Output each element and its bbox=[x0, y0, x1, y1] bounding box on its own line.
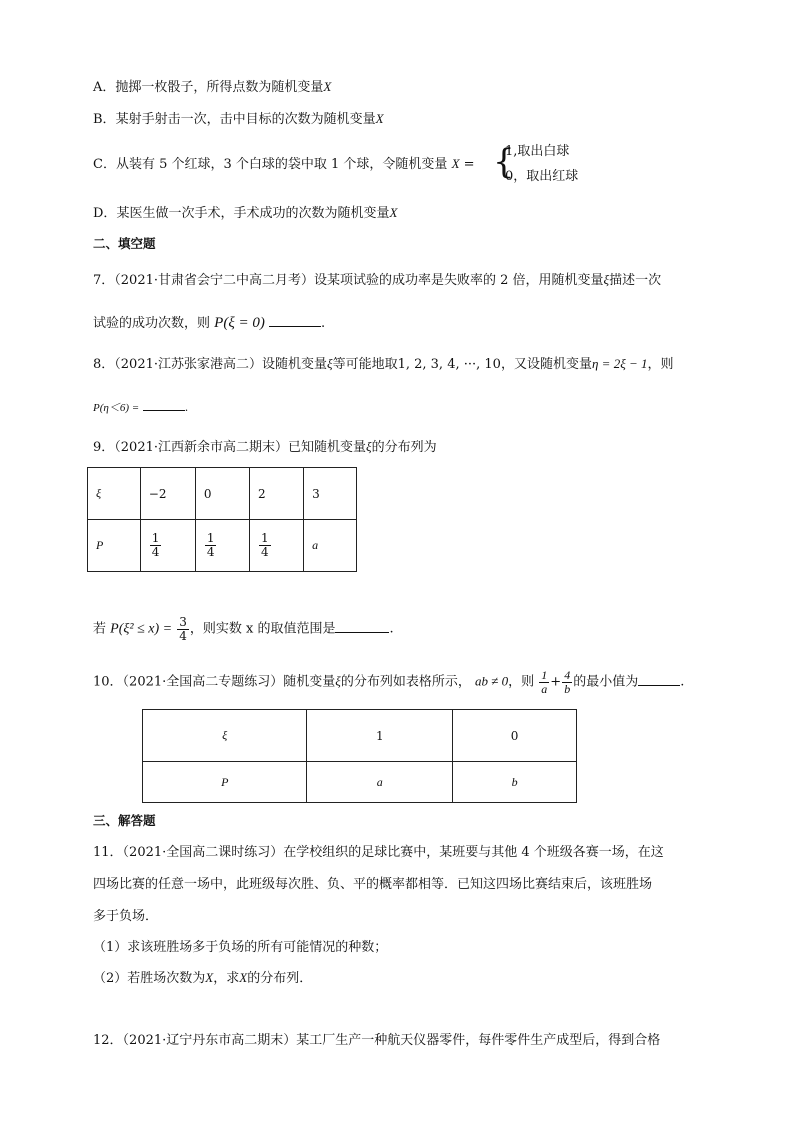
q8-var: ξ bbox=[327, 356, 333, 371]
q9-row-label: P bbox=[88, 520, 141, 572]
q8-line1 bbox=[93, 357, 674, 371]
q9-cond-expr: P(ξ² ≤ x) = bbox=[110, 621, 173, 637]
q9-value-cell: 2 bbox=[249, 468, 303, 520]
section-2-heading: 二、填空题 bbox=[93, 236, 156, 251]
denominator: 4 bbox=[151, 545, 160, 559]
q9-end: . bbox=[389, 621, 394, 637]
option-c-case2: 0，取出红球 bbox=[505, 169, 579, 184]
numerator: 3 bbox=[179, 615, 187, 629]
option-a-var: X bbox=[323, 79, 332, 94]
q11-line2: 四场比赛的任意一场中，此班级每次胜、负、平的概率都相等．已知这四场比赛结束后，该班胜场 bbox=[93, 877, 653, 892]
q10-plus: + bbox=[550, 674, 562, 690]
q9-distribution-table bbox=[87, 467, 357, 572]
q7-text1-end: 描述一次 bbox=[609, 273, 662, 288]
q8-line2 bbox=[93, 398, 188, 414]
q7-end: . bbox=[321, 316, 326, 331]
q9-prob-cell: a bbox=[304, 520, 357, 572]
q9-cond-post: ，则实数 x 的取值范围是 bbox=[189, 621, 336, 637]
option-b-var: X bbox=[375, 111, 384, 126]
q11-sub1: （1）求该班胜场多于负场的所有可能情况的种数； bbox=[93, 940, 388, 955]
option-a bbox=[93, 80, 331, 94]
option-b-label: B． bbox=[93, 112, 116, 127]
q7-expr: P(ξ = 0) bbox=[214, 315, 265, 331]
q11-sub2-mid: ，求 bbox=[213, 971, 240, 986]
q10-end: . bbox=[680, 674, 685, 690]
q8-end1: ，则 bbox=[647, 357, 674, 372]
denominator: b bbox=[564, 681, 571, 696]
q8-answer-blank[interactable] bbox=[143, 398, 185, 411]
q11-sub2 bbox=[93, 971, 312, 985]
fraction bbox=[177, 616, 189, 642]
q9-end1: 的分布列为 bbox=[371, 440, 437, 455]
q8-eta-expr: η = 2ξ − 1 bbox=[591, 356, 648, 371]
fraction bbox=[205, 532, 217, 558]
option-c-case1: 1,取出白球 bbox=[505, 144, 570, 159]
q9-answer-blank[interactable] bbox=[335, 620, 389, 633]
option-c-label: C． bbox=[93, 157, 116, 172]
q7-line1 bbox=[93, 273, 661, 287]
q8-mid: 等可能地取 bbox=[332, 357, 398, 372]
q8-end: . bbox=[184, 401, 189, 414]
option-d-text: 某医生做一次手术，手术成功的次数为随机变量 bbox=[116, 206, 390, 221]
q7-var: ξ bbox=[603, 272, 610, 287]
denominator: 4 bbox=[179, 628, 187, 643]
option-c-eq: = bbox=[463, 157, 475, 172]
numerator: 1 bbox=[151, 531, 160, 546]
q9-prob-cell bbox=[195, 520, 249, 572]
q11-sub2-pre: （2）若胜场次数为 bbox=[93, 971, 206, 986]
numerator: 4 bbox=[564, 668, 571, 682]
denominator: a bbox=[541, 681, 548, 696]
q9-cond-pre: 若 bbox=[93, 621, 107, 637]
q12-line1: 12．（2021·辽宁丹东市高二期末）某工厂生产一种航天仪器零件，每件零件生产成型后，得到合格 bbox=[93, 1033, 661, 1048]
option-a-text: 抛掷一枚骰子，所得点数为随机变量 bbox=[115, 80, 324, 95]
q10-end1: 的最小值为 bbox=[573, 674, 639, 690]
option-b-text: 某射手射击一次，击中目标的次数为随机变量 bbox=[115, 112, 376, 127]
q10-value-cell: 0 bbox=[453, 710, 577, 762]
q10-line1 bbox=[93, 669, 684, 695]
option-d-label: D． bbox=[93, 206, 117, 221]
q9-prob-cell bbox=[140, 520, 195, 572]
option-a-label: A． bbox=[93, 80, 116, 95]
q9-var: ξ bbox=[366, 439, 372, 454]
section-3-heading: 三、解答题 bbox=[93, 813, 156, 828]
q9-value-cell: −2 bbox=[140, 468, 195, 520]
option-c-text: 从装有 5 个红球，3 个白球的袋中取 1 个球，令随机变量 bbox=[115, 157, 448, 172]
q11-line1: 11．（2021·全国高二课时练习）在学校组织的足球比赛中，某班要与其他 4 个班级各赛一场，在这 bbox=[93, 845, 664, 860]
q10-row-probs bbox=[143, 762, 577, 803]
denominator: 4 bbox=[206, 545, 215, 559]
option-c-var: X bbox=[451, 156, 460, 171]
q10-row-label: P bbox=[143, 762, 307, 803]
fraction bbox=[259, 532, 271, 558]
option-d bbox=[93, 206, 397, 220]
q7-text2: 试验的成功次数，则 bbox=[93, 316, 211, 331]
q9-row-values bbox=[88, 468, 357, 520]
option-b bbox=[93, 112, 384, 126]
q9-row-label: ξ bbox=[88, 468, 141, 520]
fraction bbox=[539, 669, 549, 695]
numerator: 1 bbox=[541, 668, 548, 682]
q11-sub2-var: X bbox=[205, 970, 214, 985]
q10-row-values bbox=[143, 710, 577, 762]
q9-row-probs bbox=[88, 520, 357, 572]
q8-expr: P(η＜6) = bbox=[93, 402, 140, 414]
q7-line2 bbox=[93, 314, 325, 331]
q10-row-label: ξ bbox=[143, 710, 307, 762]
q8-text1: 8．（2021·江苏张家港高二）设随机变量 bbox=[93, 357, 327, 372]
q10-distribution-table bbox=[142, 709, 577, 803]
q9-text1: 9．（2021·江西新余市高二期末）已知随机变量 bbox=[93, 440, 366, 455]
q10-prob-cell: b bbox=[453, 762, 577, 803]
q10-cond: ab ≠ 0 bbox=[475, 673, 509, 689]
q11-line3: 多于负场． bbox=[93, 909, 159, 924]
q11-sub2-var2: X bbox=[239, 970, 248, 985]
denominator: 4 bbox=[260, 545, 269, 559]
q9-prob-cell bbox=[249, 520, 303, 572]
fraction bbox=[150, 532, 162, 558]
q10-prob-cell: a bbox=[307, 762, 453, 803]
q10-value-cell: 1 bbox=[307, 710, 453, 762]
option-d-var: X bbox=[389, 205, 398, 220]
numerator: 1 bbox=[206, 531, 215, 546]
q9-value-cell: 3 bbox=[304, 468, 357, 520]
q9-value-cell: 0 bbox=[195, 468, 249, 520]
q10-text1: 10．（2021·全国高二专题练习）随机变量 bbox=[93, 674, 336, 690]
q10-var: ξ bbox=[335, 673, 341, 689]
option-c-brace: { bbox=[493, 142, 515, 182]
q9-line1 bbox=[93, 440, 437, 454]
fraction bbox=[562, 669, 572, 695]
numerator: 1 bbox=[260, 531, 269, 546]
q10-mid: 的分布列如表格所示， bbox=[340, 674, 471, 690]
q9-condition bbox=[93, 616, 394, 642]
q7-answer-blank[interactable] bbox=[269, 314, 321, 327]
q8-values: 1, 2, 3, 4, ···, 10 bbox=[397, 357, 501, 372]
q8-mid2: ，又设随机变量 bbox=[500, 357, 592, 372]
q10-mid2: ，则 bbox=[508, 674, 535, 690]
q10-answer-blank[interactable] bbox=[638, 673, 680, 686]
option-c bbox=[93, 157, 475, 171]
q11-sub2-end: 的分布列． bbox=[247, 971, 313, 986]
q7-text1: 7．（2021·甘肃省会宁二中高二月考）设某项试验的成功率是失败率的 2 倍，用随机变量 bbox=[93, 273, 604, 288]
